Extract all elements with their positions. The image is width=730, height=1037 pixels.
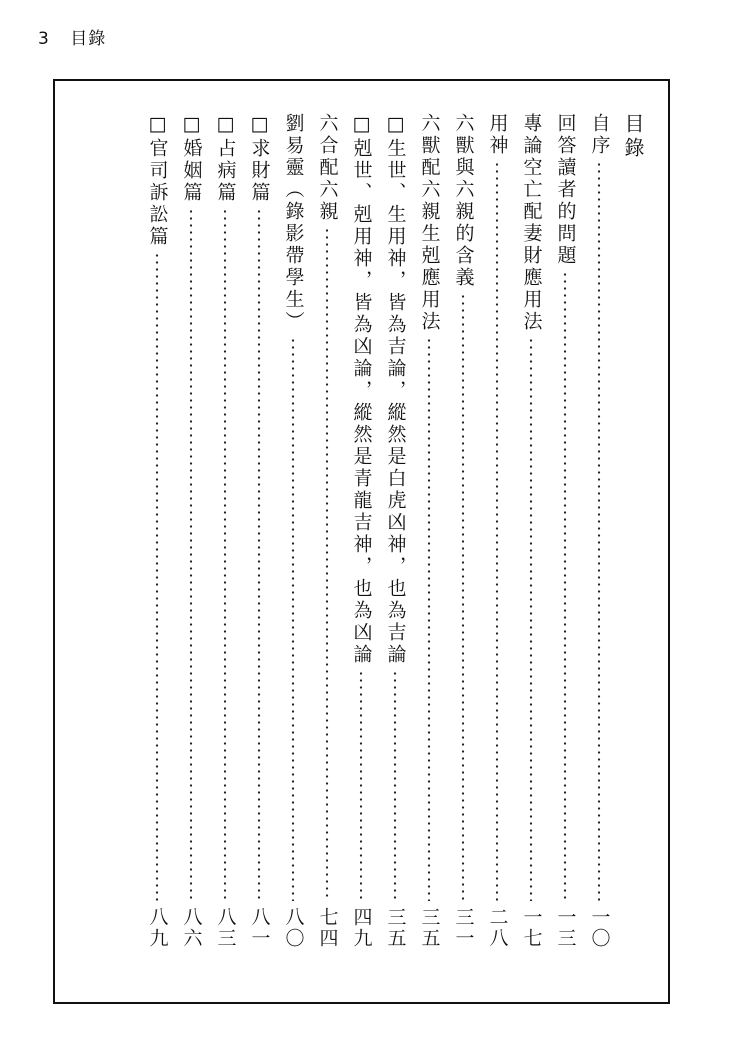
table-of-contents: [140, 81, 650, 1002]
dot-leader: [190, 208, 193, 901]
toc-entry-title: 回答讀者的問題: [554, 113, 577, 267]
toc-entry-page: 八六: [180, 907, 203, 949]
running-title: 目錄: [70, 29, 107, 49]
toc-entry-page: 一〇: [588, 907, 611, 949]
toc-entry[interactable]: [208, 81, 242, 1002]
contents-frame: [53, 79, 670, 1004]
toc-entry-title: □占病篇: [214, 113, 237, 204]
toc-entry-title: □婚姻篇: [180, 113, 203, 204]
dot-leader: [598, 161, 601, 901]
toc-entry-page: 四九: [350, 907, 373, 949]
toc-entry-page: 八〇: [282, 907, 305, 949]
toc-entry[interactable]: [412, 81, 446, 1002]
toc-entry-page: 三一: [452, 907, 475, 949]
toc-entry[interactable]: [514, 81, 548, 1002]
running-head: [38, 24, 106, 49]
toc-entry[interactable]: [378, 81, 412, 1002]
toc-entry[interactable]: [310, 81, 344, 1002]
toc-entry-page: 三五: [384, 907, 407, 949]
toc-entry[interactable]: [582, 81, 616, 1002]
toc-title-column: [616, 81, 650, 1002]
toc-entry-title: 專論空亡配妻財應用法: [520, 113, 543, 333]
toc-entry-page: 一七: [520, 907, 543, 949]
toc-entry-page: 八一: [248, 907, 271, 949]
dot-leader: [156, 252, 159, 901]
toc-entry-title: 六獸配六親生剋應用法: [418, 113, 441, 333]
dot-leader: [462, 293, 465, 901]
dot-leader: [258, 208, 261, 901]
toc-entry-page: 八九: [146, 907, 169, 949]
dot-leader: [530, 337, 533, 901]
dot-leader: [224, 208, 227, 901]
toc-entry-page: 三五: [418, 907, 441, 949]
toc-title: 目錄: [621, 113, 645, 161]
page-number: 3: [38, 29, 50, 49]
toc-entry[interactable]: [480, 81, 514, 1002]
dot-leader: [564, 271, 567, 901]
toc-entry[interactable]: [140, 81, 174, 1002]
toc-entry-page: 一三: [554, 907, 577, 949]
dot-leader: [394, 670, 397, 901]
toc-entry-title: □生世、生用神，皆為吉論，縱然是白虎凶神，也為吉論: [384, 113, 407, 666]
toc-entry[interactable]: [548, 81, 582, 1002]
dot-leader: [292, 337, 295, 901]
toc-entry-page: 八三: [214, 907, 237, 949]
dot-leader: [428, 337, 431, 901]
toc-entry[interactable]: [242, 81, 276, 1002]
toc-entry-title: 用神: [486, 113, 509, 157]
toc-entry[interactable]: [344, 81, 378, 1002]
toc-entry-title: □求財篇: [248, 113, 271, 204]
toc-entry-page: 二八: [486, 907, 509, 949]
toc-entry-title: 自序: [588, 113, 611, 157]
dot-leader: [496, 161, 499, 901]
toc-entry-title: 劉易靈（錄影帶學生）: [282, 113, 305, 333]
toc-entry[interactable]: [174, 81, 208, 1002]
toc-entry-title: 六合配六親: [316, 113, 339, 223]
dot-leader: [326, 227, 329, 901]
toc-entry[interactable]: [276, 81, 310, 1002]
toc-entry-page: 七四: [316, 907, 339, 949]
toc-entry-title: □剋世、剋用神，皆為凶論，縱然是青龍吉神，也為凶論: [350, 113, 373, 666]
toc-entry-title: □官司訴訟篇: [146, 113, 169, 248]
toc-entry[interactable]: [446, 81, 480, 1002]
toc-entry-title: 六獸與六親的含義: [452, 113, 475, 289]
dot-leader: [360, 670, 363, 901]
